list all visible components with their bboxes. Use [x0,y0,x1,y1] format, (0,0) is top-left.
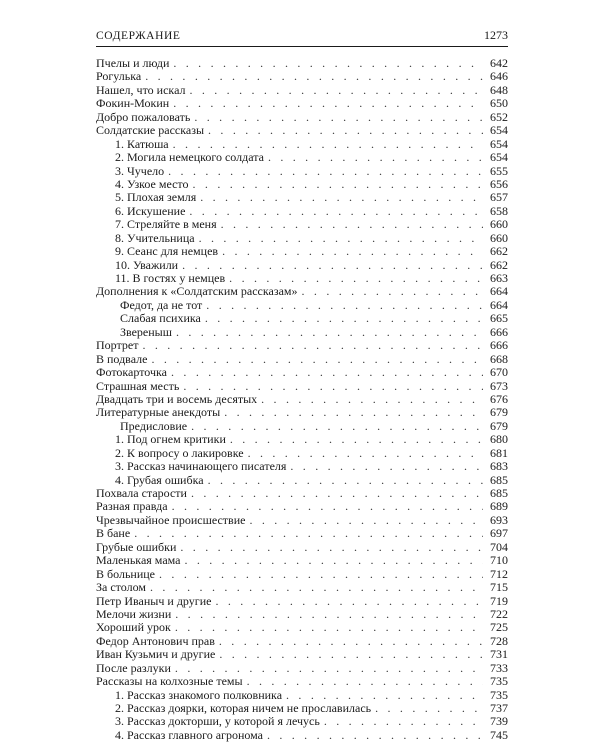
dot-leader [176,326,483,339]
dot-leader [208,474,483,487]
toc-entry[interactable] [96,84,508,97]
toc-entry-title: Фотокарточка [96,365,168,380]
dot-leader [200,191,483,204]
toc-entry[interactable] [96,380,508,393]
toc-entry-page: 725 [490,620,508,635]
dot-leader [219,648,483,661]
toc-entry-page: 673 [490,378,508,393]
dot-leader [189,205,483,218]
toc-entry[interactable] [96,366,508,379]
toc-entry-title: В подвале [96,351,148,366]
toc-entry-title: Дополнения к «Солдатским рассказам» [96,284,298,299]
toc-entry-title: Двадцать три и восемь десятых [96,391,258,406]
toc-entry[interactable] [96,675,508,688]
toc-entry-title: 4. Узкое место [115,176,189,191]
toc-entry-title: Петр Иваныч и другие [96,593,212,608]
toc-entry-page: 656 [490,176,508,191]
toc-entry-page: 685 [490,486,508,500]
toc-entry-title: В бане [96,526,131,541]
toc-entry-page: 710 [490,553,508,568]
toc-entry[interactable] [96,487,508,500]
toc-entry[interactable] [96,272,508,285]
toc-entry-title: 5. Плохая земля [115,190,197,205]
toc-entry-title: Рассказы на колхозные темы [96,674,243,689]
toc-entry-title: 2. Могила немецкого солдата [115,150,264,165]
dot-leader [183,380,483,393]
toc-entry-title: Фокин-Мокин [96,96,170,111]
dot-leader [324,715,483,728]
dot-leader [248,447,483,460]
toc-entry-page: 735 [490,674,508,689]
toc-entry-title: Похвала старости [96,486,187,500]
toc-entry-page: 648 [490,82,508,97]
toc-entry-page: 719 [490,593,508,608]
toc-entry-title: 10. Уважили [115,257,179,272]
toc-entry[interactable] [96,97,508,110]
toc-entry-title: Мелочи жизни [96,606,172,621]
toc-entry[interactable] [96,312,508,325]
toc-entry[interactable] [96,729,508,742]
toc-entry[interactable] [96,218,508,231]
toc-entry-title: 6. Искушение [115,203,186,218]
dot-leader [267,729,483,742]
dot-leader [230,433,483,446]
toc-entry-page: 654 [490,123,508,138]
toc-entry-title: Маленькая мама [96,553,181,568]
toc-entry-page: 662 [490,244,508,259]
dot-leader [219,635,483,648]
toc-entry[interactable] [96,124,508,137]
toc-entry[interactable] [96,527,508,540]
toc-entry-title: После разлуки [96,660,171,675]
toc-entry-title: Предисловие [120,418,188,433]
dot-leader [261,393,483,406]
toc-entry-title: 9. Сеанс для немцев [115,244,219,259]
toc-entry-title: 11. В гостях у немцев [115,271,226,285]
toc-entry-page: 657 [490,190,508,205]
toc-entry-title: 4. Рассказ главного агронома [115,727,263,742]
toc-entry-page: 658 [490,203,508,218]
toc-entry-page: 681 [490,445,508,460]
toc-entry[interactable] [96,191,508,204]
toc-entry-title: 7. Стреляйте в меня [115,217,217,232]
toc-entry-title: Звереныш [120,324,172,339]
toc-entry-page: 665 [490,311,508,326]
toc-entry-title: В больнице [96,566,156,581]
toc-entry-page: 745 [490,727,508,742]
toc-entry-title: 2. Рассказ доярки, которая ничем не прославилась [115,701,372,715]
toc-entry[interactable] [96,151,508,164]
toc-entry-title: Солдатские рассказы [96,123,205,138]
toc-entry[interactable] [96,406,508,419]
toc-entry[interactable] [96,541,508,554]
toc-entry[interactable] [96,353,508,366]
dot-leader [159,568,483,581]
toc-entry-title: 3. Рассказ начинающего писателя [115,459,287,474]
toc-entry[interactable] [96,554,508,567]
toc-entry[interactable] [96,514,508,527]
toc-entry-page: 679 [490,405,508,420]
toc-entry-title: Портрет [96,338,139,353]
toc-entry[interactable] [96,621,508,634]
toc-entry[interactable] [96,138,508,151]
toc-entry-page: 663 [490,271,508,285]
dot-leader [191,487,483,500]
dot-leader [151,353,483,366]
dot-leader [224,406,483,419]
toc-entry-page: 728 [490,633,508,648]
toc-entry-title: Чрезвычайное происшествие [96,512,246,527]
toc-entry-page: 737 [490,701,508,715]
toc-entry-page: 655 [490,163,508,178]
toc-entry-page: 664 [490,297,508,312]
dot-leader [145,70,483,83]
toc-entry[interactable] [96,339,508,352]
dot-leader [221,218,483,231]
toc-entry-page: 666 [490,324,508,339]
toc-entry-title: 3. Чучело [115,163,165,178]
toc-entry[interactable] [96,285,508,298]
toc-entry-page: 650 [490,96,508,111]
toc-entry-page: 642 [490,56,508,70]
toc-entry-page: 733 [490,660,508,675]
toc-entry[interactable] [96,165,508,178]
dot-leader [173,57,483,70]
toc-entry-page: 664 [490,284,508,299]
toc-entry-page: 683 [490,459,508,474]
toc-entry-title: 4. Грубая ошибка [115,472,204,487]
toc-entry[interactable] [96,581,508,594]
toc-entry-title: Нашел, что искал [96,82,186,97]
dot-leader [172,500,483,513]
toc-entry-page: 652 [490,109,508,124]
dot-leader [194,111,483,124]
toc-entry-page: 712 [490,566,508,581]
toc-entry[interactable] [96,608,508,621]
dot-leader [175,621,483,634]
dot-leader [205,312,483,325]
toc-entry[interactable] [96,299,508,312]
toc-entry[interactable] [96,689,508,702]
dot-leader [191,420,483,433]
toc-entry-title: Литературные анекдоты [96,405,221,420]
toc-entry-page: 654 [490,136,508,151]
dot-leader [134,527,483,540]
toc-entry[interactable] [96,205,508,218]
dot-leader [142,339,483,352]
toc-entry[interactable] [96,245,508,258]
toc-entry[interactable] [96,474,508,487]
toc-entry-page: 715 [490,580,508,595]
toc-entry-title: 2. К вопросу о лакировке [115,445,244,460]
toc-entry-page: 704 [490,539,508,554]
header-page-number: 1273 [484,28,508,42]
header-title: СОДЕРЖАНИЕ [96,30,181,42]
toc-entry[interactable] [96,460,508,473]
toc-entry-title: Иван Кузьмич и другие [96,647,216,662]
dot-leader [150,581,483,594]
toc-entry[interactable] [96,111,508,124]
dot-leader [247,675,483,688]
toc-entry-page: 660 [490,217,508,232]
toc-entry-title: 1. Под огнем критики [115,432,226,447]
toc-entry[interactable] [96,662,508,675]
toc-entry-title: За столом [96,580,146,595]
toc-entry[interactable] [96,259,508,272]
toc-entry-page: 670 [490,365,508,380]
toc-entry-title: Разная правда [96,499,168,514]
dot-leader [229,272,483,285]
toc-entry[interactable] [96,648,508,661]
dot-leader [184,554,483,567]
dot-leader [268,151,483,164]
toc-entry-title: Федот, да не тот [120,297,203,312]
toc-entry-title: 3. Рассказ докторши, у которой я лечусь [115,714,320,729]
dot-leader [375,702,483,715]
dot-leader [222,245,483,258]
toc-entry[interactable] [96,635,508,648]
toc-entry-page: 668 [490,351,508,366]
toc-entry[interactable] [96,500,508,513]
dot-leader [206,299,483,312]
toc-entry-page: 679 [490,418,508,433]
toc-entry-title: Добро пожаловать [96,109,191,124]
dot-leader [180,541,483,554]
dot-leader [173,97,483,110]
dot-leader [208,124,483,137]
toc-entry[interactable] [96,393,508,406]
toc-entry-title: Хороший урок [96,620,171,635]
toc-page [96,28,508,742]
toc-entry-page: 676 [490,391,508,406]
toc-entry[interactable] [96,326,508,339]
toc-entry[interactable] [96,568,508,581]
toc-entry-title: Федор Антонович прав [96,633,215,648]
dot-leader [290,460,483,473]
dot-leader [171,366,483,379]
toc-entry-title: Рогулька [96,69,142,84]
toc-entry-title: Грубые ошибки [96,539,177,554]
toc-entry-page: 646 [490,69,508,84]
running-header [96,28,508,47]
toc-entry-page: 739 [490,714,508,729]
toc-entry-page: 685 [490,472,508,487]
toc-entry[interactable] [96,70,508,83]
toc-entry-page: 660 [490,230,508,245]
toc-entry-title: 8. Учительница [115,230,195,245]
table-of-contents [96,57,508,742]
dot-leader [182,259,483,272]
toc-entry-title: 1. Катюша [115,136,169,151]
toc-entry-title: Пчелы и люди [96,56,170,70]
toc-entry-page: 731 [490,647,508,662]
toc-entry[interactable] [96,433,508,446]
toc-entry-page: 654 [490,150,508,165]
dot-leader [189,84,483,97]
toc-entry[interactable] [96,715,508,728]
dot-leader [286,689,483,702]
toc-entry-title: Страшная месть [96,378,180,393]
toc-entry-title: 1. Рассказ знакомого полковника [115,687,283,702]
toc-entry[interactable] [96,57,508,70]
toc-entry-page: 697 [490,526,508,541]
toc-entry[interactable] [96,595,508,608]
dot-leader [175,608,483,621]
toc-entry-page: 662 [490,257,508,272]
dot-leader [215,595,483,608]
toc-entry[interactable] [96,232,508,245]
dot-leader [199,232,483,245]
toc-entry-page: 693 [490,512,508,527]
toc-entry[interactable] [96,178,508,191]
toc-entry-page: 735 [490,687,508,702]
dot-leader [173,138,483,151]
dot-leader [302,285,483,298]
dot-leader [168,165,483,178]
toc-entry[interactable] [96,420,508,433]
dot-leader [175,662,483,675]
toc-entry[interactable] [96,702,508,715]
toc-entry-page: 689 [490,499,508,514]
toc-entry-page: 666 [490,338,508,353]
dot-leader [193,178,483,191]
toc-entry[interactable] [96,447,508,460]
toc-entry-page: 680 [490,432,508,447]
toc-entry-title: Слабая психика [120,311,201,326]
toc-entry-page: 722 [490,606,508,621]
dot-leader [249,514,483,527]
